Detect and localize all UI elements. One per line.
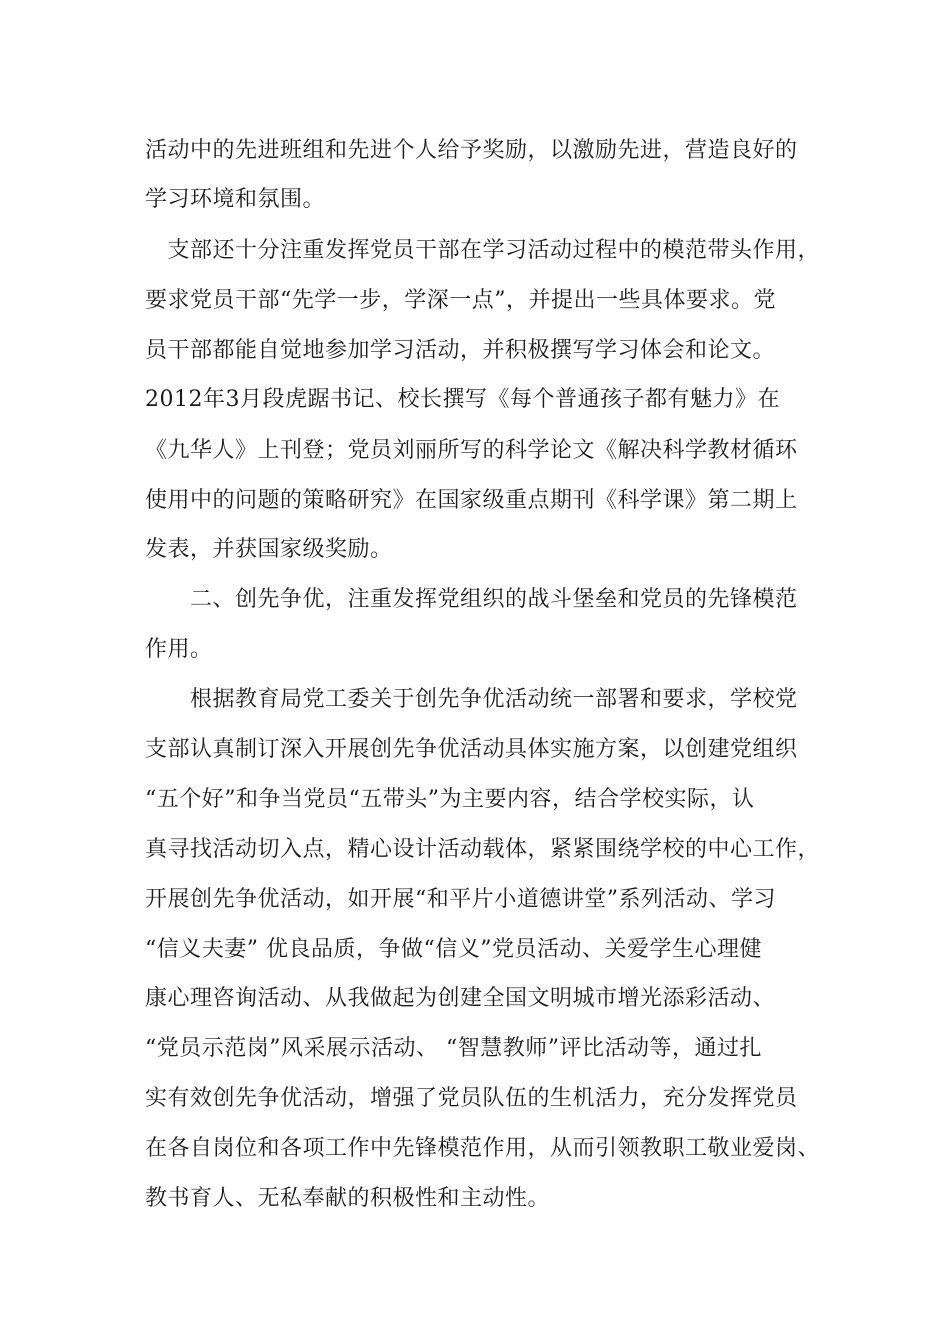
- text-line: 活动中的先进班组和先进个人给予奖励，以激励先进，营造良好的: [145, 138, 798, 163]
- text-line: 教书育人、无私奉献的积极性和主动性。: [145, 1186, 551, 1211]
- text-line: 2012年3月段虎踞书记、校长撰写《每个普通孩子都有魅力》在: [145, 387, 780, 412]
- text-line: 要求党员干部“先学一步，学深一点”，并提出一些具体要求。党: [145, 288, 776, 313]
- text-line: 使用中的问题的策略研究》在国家级重点期刊《科学课》第二期上: [145, 488, 798, 513]
- text-line: 支部还十分注重发挥党员干部在学习活动过程中的模范带头作用，: [145, 238, 821, 263]
- text-line: 康心理咨询活动、从我做起为创建全国文明城市增光添彩活动、: [145, 986, 776, 1011]
- text-line: 实有效创先争优活动，增强了党员队伍的生机活力，充分发挥党员: [145, 1086, 798, 1111]
- text-line: “五个好”和争当党员“五带头”为主要内容，结合学校实际，认: [145, 787, 755, 812]
- text-line: 学习环境和氛围。: [145, 187, 326, 212]
- text-line: “党员示范岗”风采展示活动、 “智慧教师”评比活动等，通过扎: [145, 1036, 762, 1061]
- text-line: 发表，并获国家级奖励。: [145, 537, 393, 562]
- text-line: 真寻找活动切入点，精心设计活动载体，紧紧围绕学校的中心工作，: [145, 837, 821, 862]
- text-line: 《九华人》上刊登；党员刘丽所写的科学论文《解决科学教材循环: [145, 438, 798, 463]
- text-line: 根据教育局党工委关于创先争优活动统一部署和要求，学校党: [145, 687, 798, 712]
- text-line: 员干部都能自觉地参加学习活动，并积极撰写学习体会和论文。: [145, 338, 776, 363]
- section-heading: 二、创先争优，注重发挥党组织的战斗堡垒和党员的先锋模范: [145, 587, 798, 612]
- text-line: 开展创先争优活动，如开展“和平片小道德讲堂”系列活动、学习: [145, 887, 776, 912]
- text-line: 支部认真制订深入开展创先争优活动具体实施方案，以创建党组织: [145, 737, 798, 762]
- section-heading-cont: 作用。: [145, 637, 213, 662]
- text-line: 在各自岗位和各项工作中先锋模范作用，从而引领教职工敬业爱岗、: [145, 1136, 821, 1161]
- text-line: “信义夫妻” 优良品质，争做“信义”党员活动、关爱学生心理健: [145, 937, 762, 962]
